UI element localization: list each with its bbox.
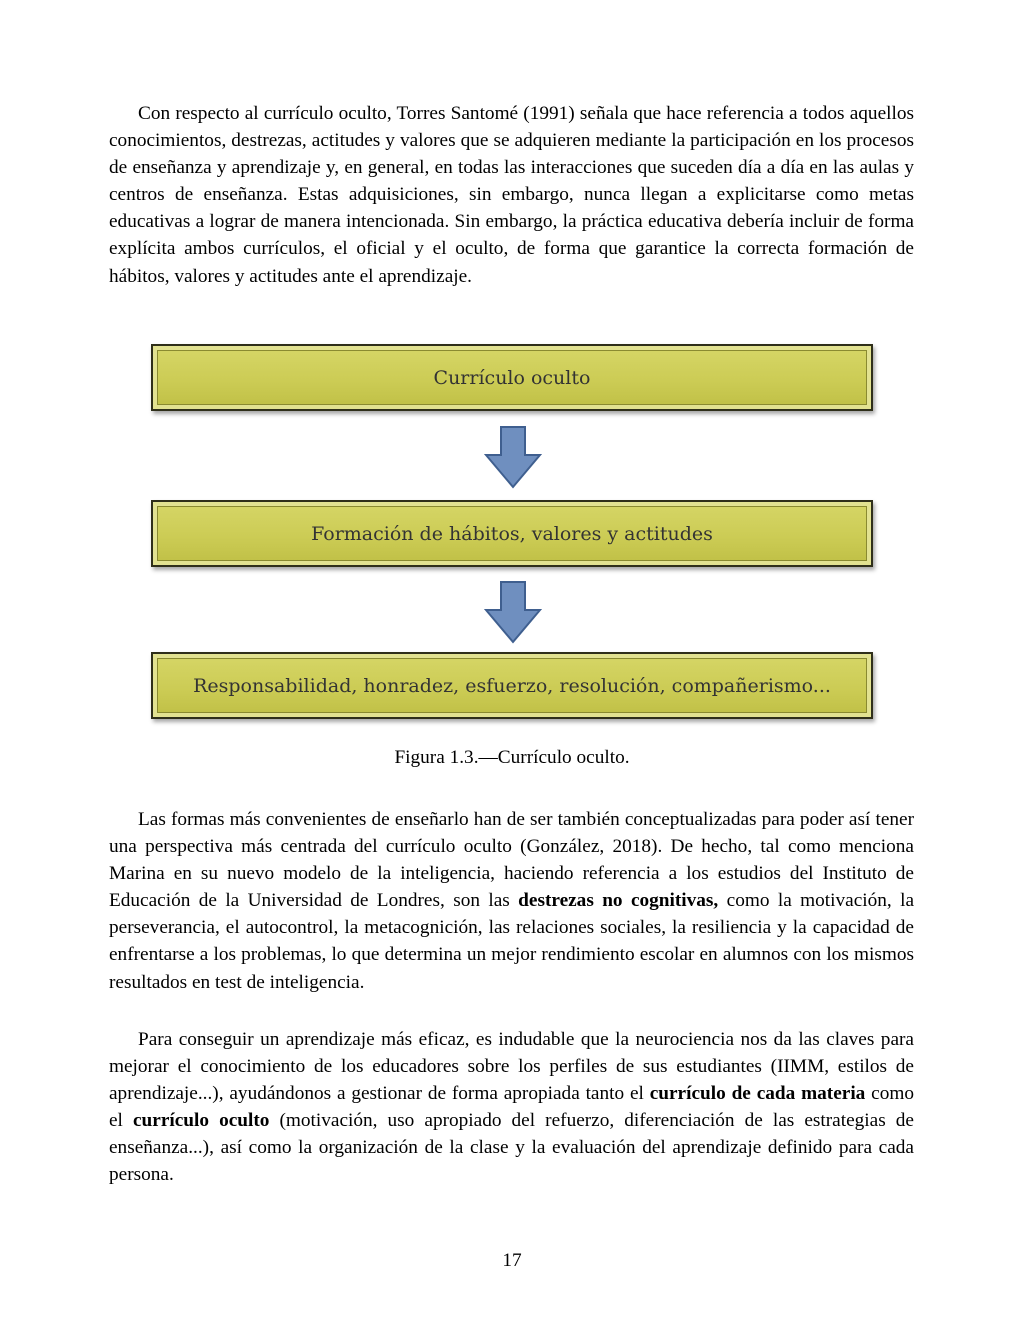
flow-box-valores — [151, 652, 873, 719]
paragraph-neurociencia — [109, 1026, 914, 1189]
paragraph-text: (motivación, uso apropiado del refuerzo, diferenciación de las estrategias de enseñanza...), así como la organización de la clase y la evaluación del aprendizaje definido para cada persona. — [109, 1110, 914, 1186]
figure-caption: Figura 1.3.—Currículo oculto. — [394, 747, 630, 768]
paragraph-text: como el — [109, 1083, 914, 1132]
paragraph-text: Las formas más convenientes de enseñarlo han de ser también conceptualizadas para poder así tener una perspectiva más centrada del currículo oculto (González, 2018). De hecho, tal como menciona Marina en su nuevo modelo de la inteligencia, haciendo referencia a los estudios del Instituto de Educación de la Universidad de Londres, son las — [109, 809, 914, 912]
paragraph-formas — [109, 806, 914, 996]
bold-term: destrezas no cognitivas, — [518, 890, 719, 912]
flow-box-label: Formación de hábitos, valores y actitudes — [311, 522, 713, 545]
down-arrow-icon — [484, 580, 542, 644]
paragraph-intro: Con respecto al currículo oculto, Torres Santomé (1991) señala que hace referencia a todos aquellos conocimientos, destrezas, actitudes y valores que se adquieren mediante la participación en los procesos de enseñanza y aprendizaje y, en general, en todas las interacciones que suceden día a día en las aulas y centros de enseñanza. Estas adquisiciones, sin embargo, nunca llegan a explicitarse como metas educativas a lograr de manera intencionada. Sin embargo, la práctica educativa debería incluir de forma explícita ambos currículos, el oficial y el oculto, de forma que garantice la correcta formación de hábitos, valores y actitudes ante el aprendizaje. — [109, 103, 914, 287]
bold-term: currículo oculto — [132, 1110, 270, 1132]
flow-box-curriculo-oculto — [151, 344, 873, 411]
down-arrow-icon — [484, 425, 542, 489]
flow-box-formacion — [151, 500, 873, 567]
bold-term: currículo de cada materia — [649, 1083, 866, 1105]
paragraph-text: Para conseguir un aprendizaje más eficaz, es indudable que la neurociencia nos da las claves para mejorar el conocimiento de los educadores sobre los perfiles de sus estudiantes (IIMM, estilos de aprendizaje...), ayudándonos a gestionar de forma apropiada tanto el — [109, 1029, 914, 1105]
flow-box-label: Currículo oculto — [433, 366, 591, 389]
paragraph-text: como la motivación, la perseverancia, el autocontrol, la metacognición, las relaciones sociales, la resiliencia y la capacidad de enfrentarse a los problemas, lo que determina un mejor rendimiento escolar en alumnos con los mismos resultados en test de inteligencia. — [109, 890, 915, 993]
flow-box-label: Responsabilidad, honradez, esfuerzo, resolución, compañerismo... — [193, 674, 831, 697]
page-number: 17 — [502, 1250, 522, 1271]
